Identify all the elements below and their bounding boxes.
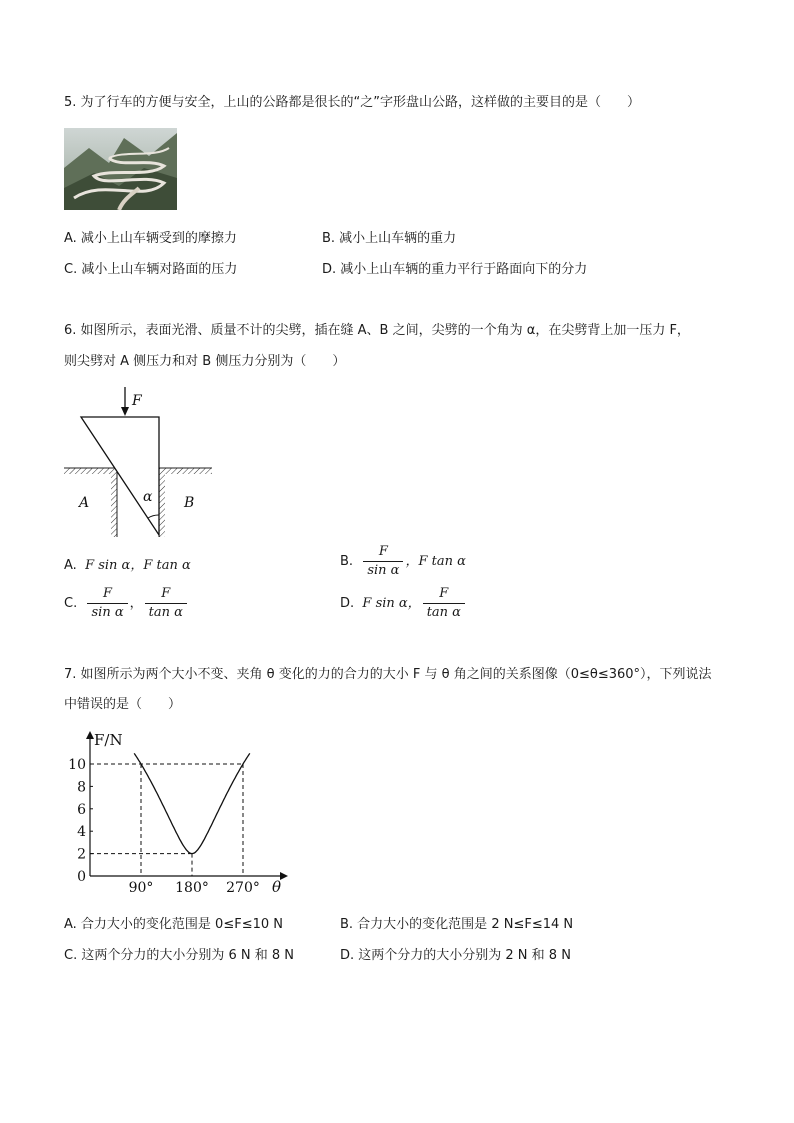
q6-option-b: B. $\frac{F}{\text{sin α}}$ ，F tan α [340,544,466,578]
q6-option-a-formula: F sin α，F tan α [85,558,191,573]
wedge [81,417,159,535]
q7-text-line2: 中错误的是（ ） [64,697,182,712]
x-tick-label: 270° [226,880,260,896]
q6-option-c-fraction-1: $\frac{F}{\text{sin α}}$ [87,586,127,621]
ground-hatch-right [159,468,212,474]
y-axis-arrow [86,731,94,739]
q6-option-d: D. F sin α， $\frac{F}{\text{tan α}}$ [340,586,467,621]
series-line [134,753,250,853]
q6-option-c-fraction-2: $\frac{F}{\text{tan α}}$ [145,586,187,621]
q6-text-line2: 则尖劈对 A 侧压力和对 B 侧压力分别为（ ） [64,354,346,369]
angle-label: α [143,489,153,505]
q7-option-b: B. 合力大小的变化范围是 2 N≤F≤14 N [340,917,574,932]
side-a-label: A [79,495,90,511]
force-arrowhead [121,407,129,416]
q6-option-a: A. F sin α，F tan α [64,558,191,573]
force-angle-chart [62,725,292,900]
y-tick-label: 10 [68,757,86,773]
force-label: F [132,393,142,409]
q5-option-b: B. 减小上山车辆的重力 [322,231,457,246]
y-tick-label: 8 [77,779,86,796]
q7-text-line1: 7. 如图所示为两个大小不变、夹角 θ 变化的力的合力的大小 F 与 θ 角之间的关系图像（0≤θ≤360°），下列说法 [64,667,712,682]
mountain-road-photo [64,128,177,210]
x-axis-arrow [280,872,288,880]
q5-option-c: C. 减小上山车辆对路面的压力 [64,262,238,277]
q6-option-c: C. $\frac{F}{\text{sin α}}$ ， $\frac{F}{\text{tan α}}$ [64,586,189,621]
q7-option-a: A. 合力大小的变化范围是 0≤F≤10 N [64,917,283,932]
x-tick-label: 90° [128,880,154,896]
q7-option-c: C. 这两个分力的大小分别为 6 N 和 8 N [64,948,294,963]
wedge-figure [64,383,224,541]
ground-hatch-left [64,468,117,474]
wall-hatch-left [111,474,117,537]
y-tick-label: 0 [77,869,86,885]
q6-text-line1: 6. 如图所示，表面光滑、质量不计的尖劈，插在缝 A、B 之间，尖劈的一个角为 α，在尖劈背上加一压力 F， [64,323,690,338]
x-axis-label: θ [272,878,282,896]
wall-hatch-right [159,474,165,537]
y-tick-label: 4 [77,824,86,841]
x-tick-label: 180° [175,880,209,896]
y-axis-label: F/N [94,731,123,749]
y-tick-label: 2 [77,846,86,863]
q5-option-a: A. 减小上山车辆受到的摩擦力 [64,231,237,246]
q6-option-d-fraction: $\frac{F}{\text{tan α}}$ [423,586,465,621]
q7-option-d: D. 这两个分力的大小分别为 2 N 和 8 N [340,948,571,963]
q5-text: 5. 为了行车的方便与安全，上山的公路都是很长的“之”字形盘山公路，这样做的主要目的是（ ） [64,95,641,110]
y-tick-label: 6 [77,801,86,818]
q5-option-d: D. 减小上山车辆的重力平行于路面向下的分力 [322,262,588,277]
side-b-label: B [184,495,195,511]
q6-option-b-fraction: $\frac{F}{\text{sin α}}$ [363,544,403,579]
